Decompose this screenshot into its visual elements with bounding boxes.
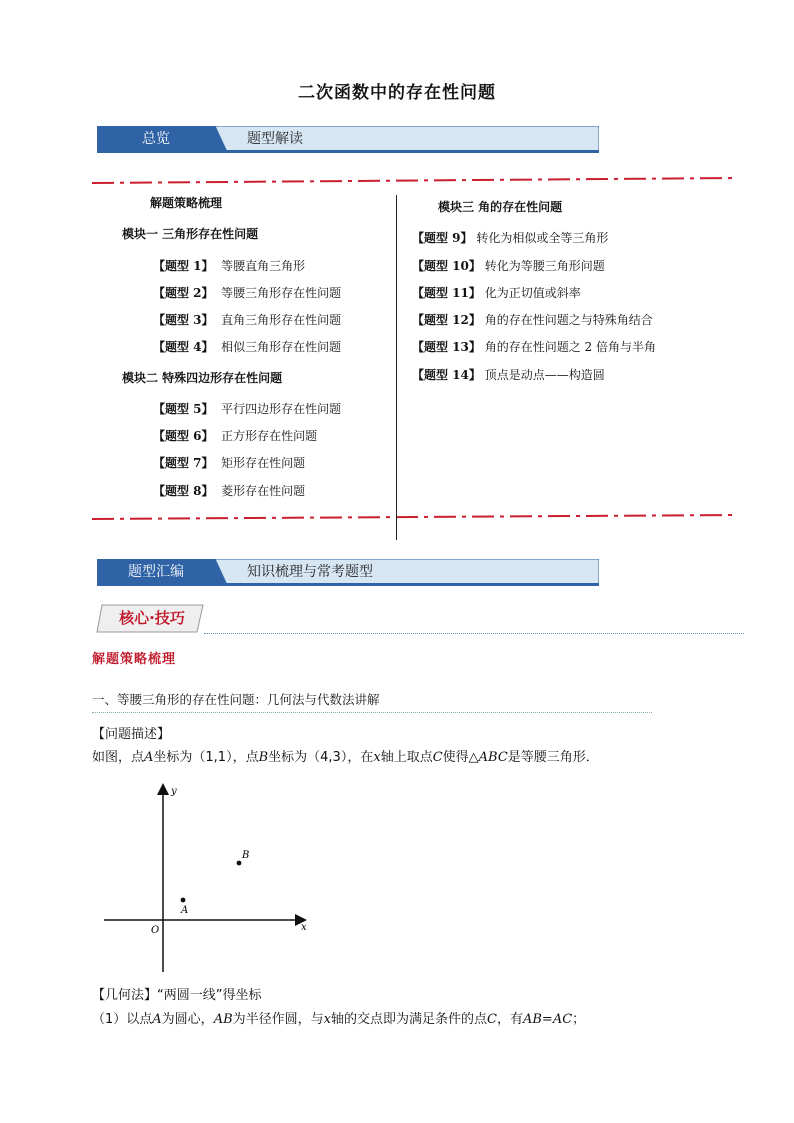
toc-tag: 【题型 1】	[153, 259, 214, 273]
toc-tag: 【题型 9】	[412, 231, 473, 245]
point-b	[237, 861, 242, 866]
problem-statement: 如图，点A坐标为（1,1），点B坐标为（4,3），在x轴上取点C使得△ABC是等腰三角形．	[92, 750, 599, 765]
toc-tag: 【题型 3】	[153, 313, 214, 327]
core-underline	[204, 633, 744, 634]
toc-text: 相似三角形存在性问题	[221, 340, 342, 354]
section-heading: 解题策略梳理	[92, 652, 177, 667]
page-title: 二次函数中的存在性问题	[298, 83, 496, 103]
toc-text: 等腰三角形存在性问题	[221, 286, 342, 300]
banner-label: 题型汇编	[128, 564, 184, 580]
toc-text: 等腰直角三角形	[221, 259, 306, 273]
overview-banner	[97, 126, 599, 154]
toc-item[interactable]	[412, 286, 581, 300]
toc-text: 角的存在性问题之与特殊角结合	[484, 313, 653, 327]
origin-label: O	[151, 925, 160, 936]
section-subheading: 一、等腰三角形的存在性问题：几何法与代数法讲解	[92, 692, 380, 707]
toc-tag: 【题型 2】	[153, 286, 214, 300]
compilation-banner	[97, 559, 599, 587]
toc-item[interactable]	[153, 484, 305, 498]
toc-item[interactable]	[412, 259, 605, 273]
toc-text: 角的存在性问题之 2 倍角与半角	[484, 340, 656, 354]
toc-text: 平行四边形存在性问题	[221, 402, 342, 416]
column-divider	[396, 195, 397, 540]
toc-text: 化为正切值或斜率	[484, 286, 581, 300]
toc-item[interactable]	[153, 286, 341, 300]
point-b-label: B	[242, 850, 250, 861]
geo-label: 【几何法】	[92, 988, 158, 1003]
toc-tag: 【题型 6】	[153, 429, 214, 443]
toc-item[interactable]	[412, 231, 608, 245]
toc-tag: 【题型 11】	[412, 286, 481, 300]
module-3-title: 模块三 角的存在性问题	[438, 200, 563, 214]
geo-text: “两圆一线”得坐标	[157, 988, 262, 1003]
toc-item[interactable]	[153, 429, 317, 443]
point-a	[181, 898, 186, 903]
banner-text: 题型解读	[247, 131, 303, 147]
point-a-label: A	[181, 905, 189, 916]
toc-item[interactable]	[412, 368, 605, 382]
subheading-underline	[92, 712, 652, 713]
toc-item[interactable]	[153, 259, 305, 273]
dash-divider-bottom	[92, 512, 738, 522]
dash-divider-top	[92, 176, 738, 186]
toc-item[interactable]	[153, 340, 341, 354]
geo-method	[92, 988, 262, 1004]
toc-item[interactable]	[153, 456, 305, 470]
toc-tag: 【题型 5】	[153, 402, 214, 416]
problem-label: 【问题描述】	[92, 727, 171, 742]
x-axis-label: x	[301, 922, 307, 933]
toc-tag: 【题型 10】	[412, 259, 481, 273]
module-2-title: 模块二 特殊四边形存在性问题	[122, 371, 283, 385]
toc-tag: 【题型 14】	[412, 368, 481, 382]
toc-item[interactable]	[412, 340, 656, 354]
y-axis-label: y	[171, 786, 177, 797]
banner-text: 知识梳理与常考题型	[247, 564, 373, 580]
toc-text: 正方形存在性问题	[221, 429, 318, 443]
core-section-header	[92, 602, 744, 636]
module-1-title: 模块一 三角形存在性问题	[122, 227, 259, 241]
toc-item[interactable]	[412, 313, 653, 327]
coordinate-figure	[96, 776, 326, 976]
step-1: （1）以点A为圆心，AB为半径作圆，与x轴的交点即为满足条件的点C，有AB=AC；	[92, 1012, 586, 1027]
overview-heading: 解题策略梳理	[150, 196, 223, 210]
toc-text: 转化为等腰三角形问题	[484, 259, 605, 273]
toc-item[interactable]	[153, 313, 341, 327]
banner-label: 总览	[142, 131, 170, 147]
toc-tag: 【题型 8】	[153, 484, 214, 498]
core-badge-label: 核心·技巧	[119, 609, 185, 627]
toc-text: 矩形存在性问题	[221, 456, 306, 470]
toc-tag: 【题型 12】	[412, 313, 481, 327]
toc-tag: 【题型 7】	[153, 456, 214, 470]
toc-tag: 【题型 4】	[153, 340, 214, 354]
toc-text: 转化为相似或全等三角形	[476, 231, 609, 245]
toc-tag: 【题型 13】	[412, 340, 481, 354]
toc-text: 直角三角形存在性问题	[221, 313, 342, 327]
toc-text: 菱形存在性问题	[221, 484, 306, 498]
toc-text: 顶点是动点——构造圆	[484, 368, 605, 382]
toc-item[interactable]	[153, 402, 341, 416]
